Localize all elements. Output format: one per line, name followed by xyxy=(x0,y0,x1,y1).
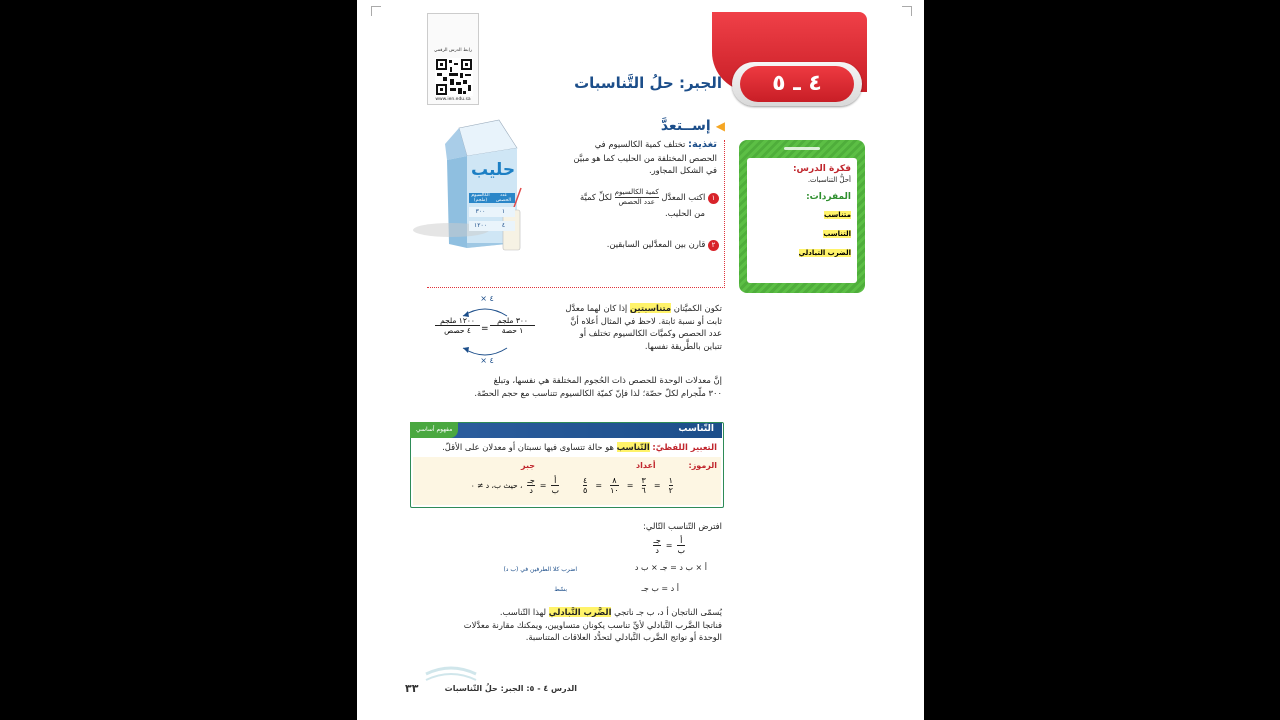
p1-l1: إذا كان لهما معدَّل xyxy=(565,303,628,313)
p1-l3: عدد الحصص وكميَّات الكالسيوم تختلف أو xyxy=(579,328,722,338)
qr-caption: رابط الدرس الرقمي xyxy=(433,48,473,53)
proportion-step1 xyxy=(615,536,685,555)
p1-l2: ثابت أو نسبة ثابتة. لاحظ في المثال أعلاه أنَّ xyxy=(570,315,722,326)
ratio-left-den: ١ حصة xyxy=(501,326,524,335)
vocab-term: التناسب xyxy=(823,230,851,238)
ratio-diagram xyxy=(435,294,535,372)
verbal-label: التعبير اللفظيّ: xyxy=(652,442,717,452)
paragraph-cross-products xyxy=(427,606,722,644)
frac-den: ب xyxy=(551,485,559,495)
p1-term: متناسبتين xyxy=(629,303,672,313)
lesson-idea-inner xyxy=(747,158,857,283)
q1-number: ١ xyxy=(708,193,719,204)
frac-num: أ xyxy=(551,476,559,486)
prepare-frame xyxy=(427,140,725,288)
paragraph-proportional xyxy=(532,302,722,352)
milk-cell: ١٢٠٠ xyxy=(474,222,487,229)
crop-mark xyxy=(902,6,912,16)
ratio-right-den: ٤ حصص xyxy=(444,326,471,335)
scale-top: × ٤ xyxy=(480,294,494,303)
lesson-title: الجبر: حلُ التَّناسبات xyxy=(574,74,722,92)
algebra-label: جبر xyxy=(521,461,536,470)
equals-sign: = xyxy=(539,480,547,490)
frac-num: جـ xyxy=(527,475,535,485)
crop-mark xyxy=(371,6,381,16)
q1-frac-num: كمية الكالسيوم xyxy=(614,188,659,196)
card-slot xyxy=(784,147,820,150)
p3-l3: الوحدة أو نواتج الضَّرب التَّبادلي لتحدُّد العلاقات المتناسبة. xyxy=(525,632,722,642)
p2-l1: إنَّ معدلات الوحدة للحصص ذات الحُجوم المختلفة هي نفسها، وتبلغ xyxy=(493,375,722,385)
verbal-term: التّناسب xyxy=(616,442,650,452)
qr-block[interactable] xyxy=(427,13,479,105)
q1-text-a: اكتب المعدَّل xyxy=(661,192,706,202)
intro-line3: في الشكل المجاور. xyxy=(648,165,717,175)
prepare-arrow-icon: ◀ xyxy=(715,119,725,133)
vocab-term: متناسب xyxy=(824,211,851,219)
footer-page-number: ٣٣ xyxy=(405,682,419,695)
equals-sign: = xyxy=(665,541,673,550)
p1-l4: تتباين بالطَّريقة نفسها. xyxy=(644,340,722,351)
concept-verbal xyxy=(417,441,717,454)
symbols-label: الرموز: xyxy=(688,461,717,470)
p3-l2: فناتجا الضَّرب التَّبادلي لأيِّ تناسب يكونان متساويين، ويمكنك مقارنة معدَّلات xyxy=(463,619,722,630)
proportion-step3: أ د = ب جـ xyxy=(641,584,679,593)
frac-den: د xyxy=(655,546,659,555)
lesson-number-badge xyxy=(732,62,862,106)
frac-num: ١ xyxy=(668,475,673,485)
frac-den: ٥ xyxy=(583,485,588,495)
q2-text: قارن بين المعدَّلين السابقين. xyxy=(606,239,706,249)
frac xyxy=(610,476,619,495)
ratio-right xyxy=(435,316,480,335)
p3-post: لهذا التّناسب. xyxy=(499,607,547,617)
p2-l2: ٣٠٠ ملّجرام لكلّ حصّة؛ لذا فإنّ كميّة الكالسيوم تتناسب مع حجم الحصّة. xyxy=(474,387,722,398)
concept-title: التّناسب xyxy=(678,424,714,434)
numbers-label: أعداد xyxy=(636,461,656,470)
prepare-heading xyxy=(627,115,725,134)
footer-lesson: الدرس ٤ - ٥: الجبر: حلُ التّناسبات xyxy=(444,684,577,693)
idea-text: أحلُّ التناسبات. xyxy=(807,176,851,184)
frac xyxy=(669,476,673,495)
frac-num: جـ xyxy=(653,536,661,545)
concept-header xyxy=(411,423,722,438)
idea-heading: فكرة الدرس: xyxy=(792,164,851,174)
frac-den: ١٠ xyxy=(610,485,619,495)
proportion-step2: أ × ب د = جـ × ب د xyxy=(634,563,707,572)
concept-tag: مفهوم أساسي xyxy=(410,422,458,438)
verbal-text: هو حالة تتساوى فيها نسبتان أو معدلان على الأقلّ. xyxy=(442,442,614,452)
frac xyxy=(583,476,587,495)
algebra-condition: ، حيث ب، د ≠ ٠ xyxy=(470,480,523,490)
qr-code[interactable] xyxy=(435,58,473,96)
proportion-intro: افترض التّناسب التّالي: xyxy=(643,521,722,531)
textbook-page xyxy=(357,0,924,720)
frac-den: د xyxy=(529,485,533,495)
p1-pre: تكون الكميَّتان xyxy=(673,303,722,313)
frac-num: ٣ xyxy=(641,475,646,485)
q1-text-b: لكلِّ كميَّة xyxy=(579,192,613,202)
q1-text-c: من الحليب. xyxy=(665,208,705,218)
frac xyxy=(551,476,559,495)
milk-cell: ٣٠٠ xyxy=(475,208,486,215)
step2-note: اضرب كلا الطرفين في (ب د) xyxy=(503,566,577,573)
prepare-heading-text: إســتعدَّ xyxy=(660,118,711,134)
vocab-term: الضرب التبادلي xyxy=(798,249,851,257)
key-concept-box xyxy=(410,422,724,508)
scale-bottom: × ٤ xyxy=(480,356,494,365)
intro-line1: تختلف كمية الكالسيوم في xyxy=(594,139,686,149)
lesson-idea-card xyxy=(739,140,865,293)
frac-num: ٤ xyxy=(583,475,588,485)
milk-col2: الكالسيوم (ملجم) xyxy=(471,193,490,203)
frac xyxy=(642,476,646,495)
frac-den: ٦ xyxy=(641,485,646,495)
frac-num: ٨ xyxy=(610,476,619,486)
paragraph-unit-rates xyxy=(447,374,722,399)
frac-den: ٢ xyxy=(668,485,673,495)
lesson-number: ٤ ـ ٥ xyxy=(740,66,854,102)
vocab-heading: المفردات: xyxy=(806,192,851,202)
milk-label: حليب xyxy=(471,160,516,180)
ratio-right-num: ١٢٠٠ ملجم xyxy=(435,316,480,326)
q1-frac-den: عدد الحصص xyxy=(618,198,655,206)
frac-den: ب xyxy=(677,546,685,555)
frac xyxy=(653,536,660,555)
equals-sign: = xyxy=(595,480,603,490)
footer xyxy=(397,684,577,693)
prepare-label: تغذية: xyxy=(688,139,717,150)
equals-sign: = xyxy=(653,480,661,490)
ratio-equals: = xyxy=(481,324,489,334)
qr-url[interactable]: www.ien.edu.sa xyxy=(435,97,471,102)
step3-note: بسّط xyxy=(554,586,567,593)
milk-cell: ١ xyxy=(501,208,506,215)
ratio-left xyxy=(490,316,535,335)
ratio-left-num: ٣٠٠ ملجم xyxy=(490,316,535,326)
frac-num: أ xyxy=(677,536,685,546)
frac xyxy=(677,536,685,555)
q2-number: ٢ xyxy=(708,240,719,251)
numeric-example xyxy=(583,471,673,499)
algebra-example xyxy=(439,471,559,499)
milk-col1: عدد الحصص xyxy=(496,193,511,203)
p3-pre: يُسمّى الناتجان أ د، ب جـ ناتجي xyxy=(614,607,722,617)
milk-cell: ٤ xyxy=(501,222,506,229)
intro-line2: الحصص المختلفة من الحليب كما هو مبيَّن xyxy=(573,152,717,163)
frac xyxy=(527,476,534,495)
equals-sign: = xyxy=(626,480,634,490)
p3-term: الضَّرب التَّبادلي xyxy=(548,607,612,617)
